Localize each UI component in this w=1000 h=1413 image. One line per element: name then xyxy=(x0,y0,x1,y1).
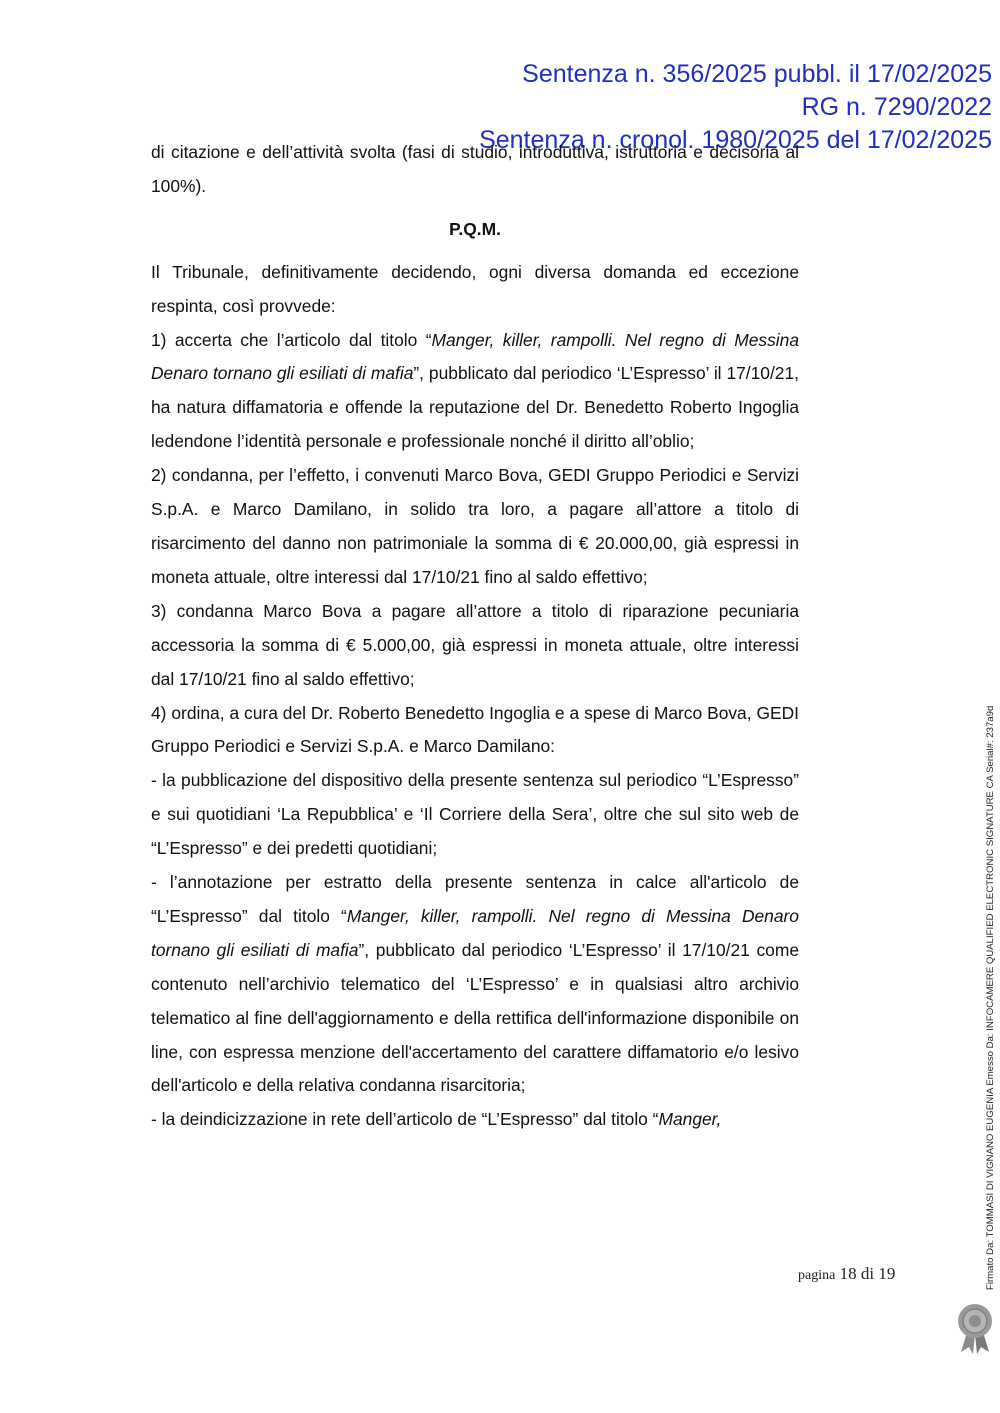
stamp-line-sentenza: Sentenza n. 356/2025 pubbl. il 17/02/2025 xyxy=(522,60,992,88)
article-title: Manger, killer, rampolli. Nel regno di Messina Denaro tornano gli esiliati di mafia xyxy=(151,329,800,384)
text-segment: - l’annotazione per estratto della presente sentenza in calce all'articolo de “L’Espresso” dal titolo “ xyxy=(151,872,799,926)
paragraph-publication: - la pubblicazione del dispositivo della presente sentenza sul periodico “L’Espresso” e sui quotidiani ‘La Repubblica’ e ‘Il Corriere della Sera’, oltre che sul sito web de “L’Espresso” e dei predetti quotidiani; xyxy=(151,770,799,859)
stamp-line-rg: RG n. 7290/2022 xyxy=(801,93,992,121)
page-of: di xyxy=(860,1264,875,1283)
paragraph-citazione: di citazione e dell’attività svolta (fasi di studio, introduttiva, istruttoria e decisoria al 100%). xyxy=(151,142,799,196)
paragraph-deindex xyxy=(151,1103,799,1137)
paragraph-point-4: 4) ordina, a cura del Dr. Roberto Benedetto Ingoglia e a spese di Marco Bova, GEDI Gruppo Periodici e Servizi S.p.A. e Marco Damilano: xyxy=(151,702,799,757)
text-segment: ”, pubblicato dal periodico ‘L’Espresso’ il 17/10/21, ha natura diffamatoria e offende la reputazione del Dr. Benedetto Roberto Ingoglia ledendone l’identità personale e professionale nonché il diritto all’oblio; xyxy=(151,363,799,452)
paragraph-point-3: 3) condanna Marco Bova a pagare all’attore a titolo di riparazione pecuniaria accessoria la somma di € 5.000,00, già espressi in moneta attuale, oltre interessi dal 17/10/21 fino al saldo effettivo; xyxy=(151,600,799,689)
article-title: Manger, killer, rampolli. Nel regno di Messina Denaro tornano gli esiliati di mafia xyxy=(151,905,799,960)
page-total: 19 xyxy=(878,1264,896,1283)
section-heading: P.Q.M. xyxy=(449,218,501,239)
text-segment: - la deindicizzazione in rete dell’articolo de “L’Espresso” dal titolo “ xyxy=(151,1109,659,1130)
page-number xyxy=(798,1264,895,1284)
paragraph-annotation xyxy=(151,866,799,1103)
page-word: pagina xyxy=(798,1268,836,1283)
paragraph-point-1 xyxy=(151,324,799,460)
document-body xyxy=(151,136,799,1137)
paragraph-intro: Il Tribunale, definitivamente decidendo, ogni diversa domanda ed eccezione respinta, così provvede: xyxy=(151,261,799,316)
text-segment: ”, pubblicato dal periodico ‘L’Espresso’ il 17/10/21 come contenuto nell’archivio telematico del ‘L’Espresso’ e in qualsiasi altro archivio telematico al fine dell'aggiornamento e della rettifica dell'informazione disponibile on line, con espressa menzione dell'accertamento del carattere diffamatorio e/o lesivo dell'articolo e della relativa condanna risarcitoria; xyxy=(151,939,799,1096)
signature-sidebar: Firmato Da: TOMMASI DI VIGNANO EUGENIA Emesso Da: INFOCAMERE QUALIFIED ELECTRONIC SIGNATURE CA Serial#: 237a9d xyxy=(985,705,996,1290)
stamp-line-cronol: Sentenza n. cronol. 1980/2025 del 17/02/2025 xyxy=(479,126,992,154)
article-title: Manger, xyxy=(658,1109,722,1130)
text-segment: 1) accerta che l’articolo dal titolo “ xyxy=(151,329,432,350)
page-current: 18 xyxy=(839,1264,857,1283)
paragraph-point-2: 2) condanna, per l’effetto, i convenuti Marco Bova, GEDI Gruppo Periodici e Servizi S.p.A. e Marco Damilano, in solido tra loro, a pagare all’attore a titolo di risarcimento del danno non patrimoniale la somma di € 20.000,00, già espressi in moneta attuale, oltre interessi dal 17/10/21 fino al saldo effettivo; xyxy=(151,465,799,587)
rosette-seal-icon xyxy=(955,1302,995,1354)
